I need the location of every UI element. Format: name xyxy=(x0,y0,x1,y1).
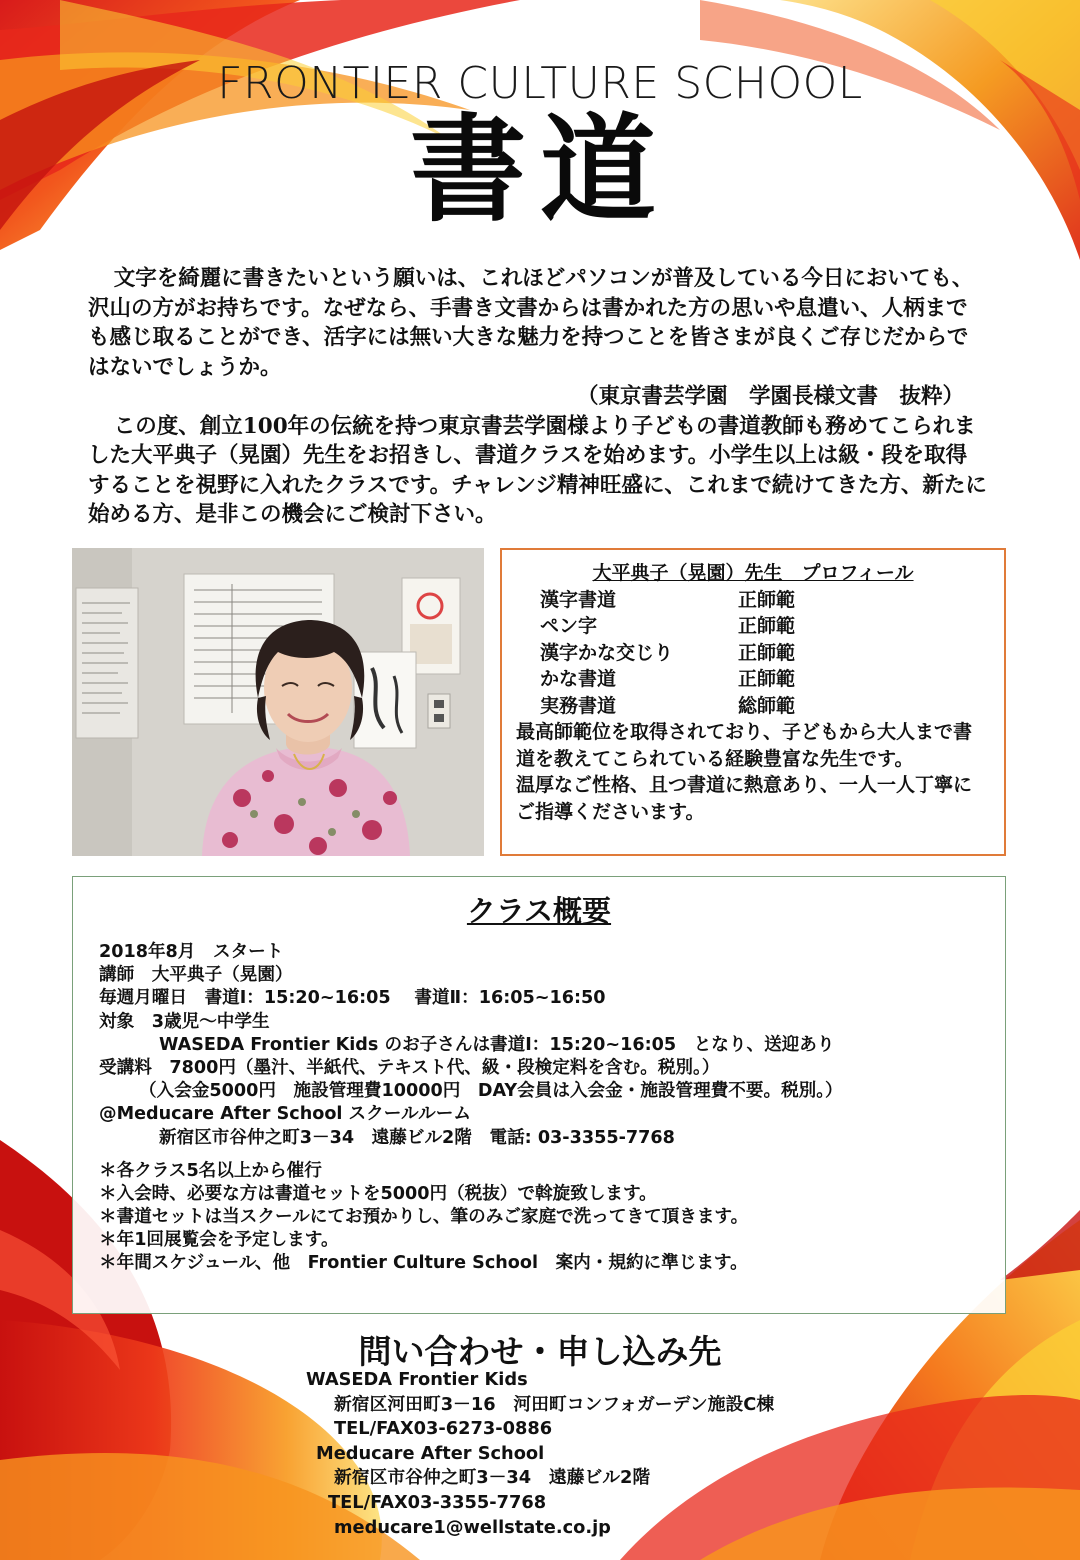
credential-row xyxy=(516,666,990,693)
credential-subject: 実務書道 xyxy=(540,694,617,717)
teacher-portrait-illustration xyxy=(72,548,484,856)
credential-subject: かな書道 xyxy=(540,668,617,690)
contact-org1-tel: TEL/FAX03-6273-0886 xyxy=(334,1418,553,1440)
credential-rank: 正師範 xyxy=(738,668,796,690)
profile-description-2: 温厚なご性格、且つ書道に熱意あり、一人一人丁寧にご指導くださいます。 xyxy=(516,774,973,823)
intro-citation: （東京書芸学園 学園長様文書 抜粋） xyxy=(576,384,964,409)
credential-rank: 正師範 xyxy=(738,641,796,664)
contact-details xyxy=(306,1368,1006,1540)
contact-email-link[interactable]: meducare1@wellstate.co.jp xyxy=(334,1516,611,1538)
calligraphy-title: 書道 xyxy=(410,102,670,238)
credential-subject: 漢字かな交じり xyxy=(540,641,674,664)
contact-org2-tel: TEL/FAX03-3355-7768 xyxy=(328,1491,547,1513)
class-venue: @Meducare After School スクールルーム xyxy=(99,1104,471,1125)
contact-org2-address: 新宿区市谷仲之町3－34 遠藤ビル2階 xyxy=(334,1467,651,1489)
credential-rank: 正師範 xyxy=(738,588,796,611)
credential-row xyxy=(516,693,990,720)
class-overview-box xyxy=(72,876,1006,1314)
class-fee-note: （入会金5000円 施設管理費10000円 DAY会員は入会金・施設管理費不要。税別。） xyxy=(139,1081,843,1102)
profile-title: 大平典子（晃園）先生 プロフィール xyxy=(592,562,914,584)
contact-org1-address: 新宿区河田町3－16 河田町コンフォガーデン施設C棟 xyxy=(334,1393,775,1415)
class-note-item: ＊入会時、必要な方は書道セットを5000円（税抜）で斡旋致します。 xyxy=(99,1183,657,1204)
teacher-photo xyxy=(72,548,484,856)
class-start: 2018年8月 スタート xyxy=(99,942,284,962)
teacher-profile-box xyxy=(500,548,1006,856)
contact-title: 問い合わせ・申し込み先 xyxy=(358,1332,722,1371)
class-fee: 受講料 7800円（墨汁、半紙代、テキスト代、級・段検定料を含む。税別。） xyxy=(99,1057,720,1078)
class-notes xyxy=(99,1160,999,1274)
credential-rank: 総師範 xyxy=(738,694,796,717)
class-target: 対象 3歳児～中学生 xyxy=(99,1011,270,1032)
class-note-item: ＊各クラス5名以上から催行 xyxy=(99,1160,322,1181)
class-note-item: ＊年間スケジュール、他 Frontier Culture School 案内・規約に準じます。 xyxy=(99,1253,748,1274)
contact-org1-name: WASEDA Frontier Kids xyxy=(306,1369,528,1390)
class-teacher: 講師 大平典子（晃園） xyxy=(99,965,293,986)
credential-subject: 漢字書道 xyxy=(540,588,617,611)
intro-paragraph-2: この度、創立100年の伝統を持つ東京書芸学園様より子どもの書道教師も務めてこられました大平典子（晃園）先生をお招きし、書道クラスを始めます。小学生以上は級・段を取得することを視野に入れたクラスです。チャレンジ精神旺盛に、これまで続けてきた方、新たに始める方、是非この機会にご検討下さい。 xyxy=(88,413,987,527)
profile-description xyxy=(516,719,990,825)
contact-org2-name: Meducare After School xyxy=(316,1442,545,1464)
class-note-item: ＊年1回展覧会を予定します。 xyxy=(99,1230,339,1251)
class-kids-note: WASEDA Frontier Kids のお子さんは書道Ⅰ：15:20~16:05 となり、送迎あり xyxy=(159,1034,835,1055)
intro-text xyxy=(88,264,988,530)
credential-row xyxy=(516,613,990,640)
school-title: FRONTIER CULTURE SCHOOL xyxy=(217,58,863,109)
credential-subject: ペン字 xyxy=(540,615,598,637)
class-details xyxy=(99,941,999,1274)
credential-rank: 正師範 xyxy=(738,615,796,637)
class-address: 新宿区市谷仲之町3－34 遠藤ビル2階 電話: 03-3355-7768 xyxy=(159,1127,675,1148)
intro-paragraph-1: 文字を綺麗に書きたいという願いは、これほどパソコンが普及している今日においても、沢山の方がお持ちです。なぜなら、手書き文書からは書かれた方の思いや息遣い、人柄までも感じ取ることができ、活字には無い大きな魅力を持つことを皆さまが良くご存じだからではないでしょうか。 xyxy=(88,266,974,380)
credential-row xyxy=(516,640,990,667)
credential-row xyxy=(516,587,990,614)
class-schedule: 毎週月曜日 書道Ⅰ：15:20~16:05 書道Ⅱ：16:05~16:50 xyxy=(99,988,606,1009)
class-note-item: ＊書道セットは当スクールにてお預かりし、筆のみご家庭で洗ってきて頂きます。 xyxy=(99,1207,749,1228)
profile-description-1: 最高師範位を取得されており、子どもから大人まで書道を教えてこられている経験豊富な先生です。 xyxy=(516,721,973,770)
class-overview-title: クラス概要 xyxy=(466,894,612,928)
